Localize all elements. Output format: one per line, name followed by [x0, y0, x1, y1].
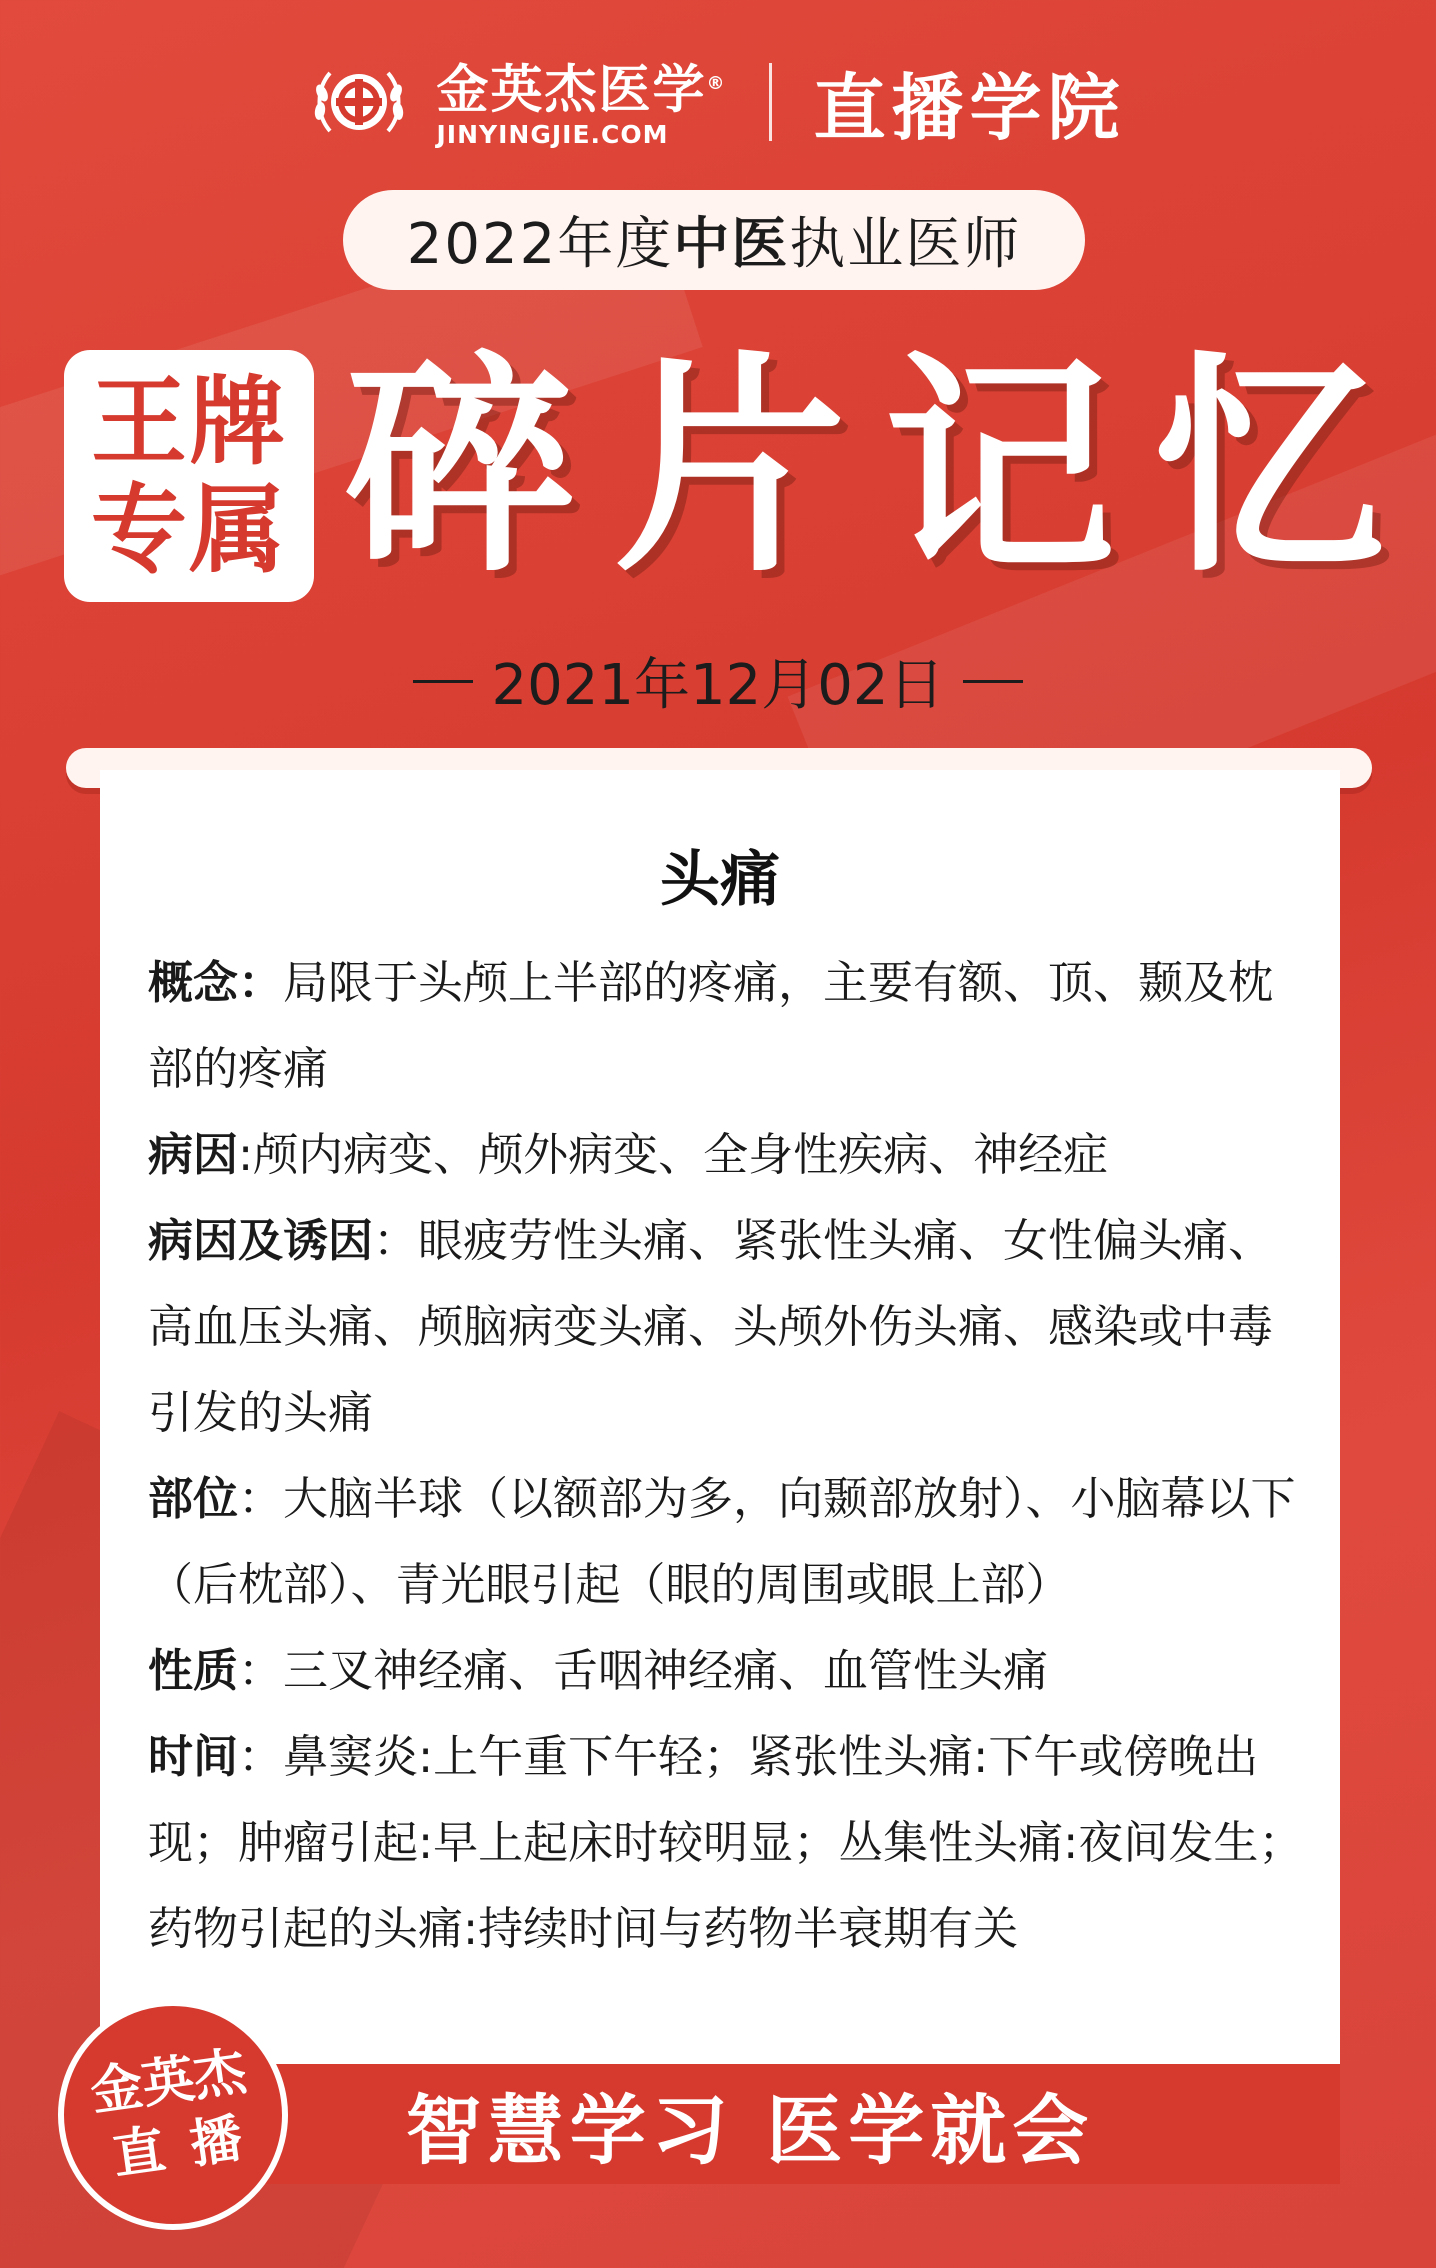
- title-char: 记: [883, 333, 1116, 603]
- list-item: [148, 1714, 1308, 1972]
- item-text: ：鼻窦炎:上午重下午轻；紧张性头痛:下午或傍晚出现；肿瘤引起:早上起床时较明显；丛集性头痛:夜间发生；药物引起的头痛:持续时间与药物半衰期有关: [148, 1730, 1304, 1955]
- brand-domain: JINYINGJIE.COM: [436, 120, 669, 150]
- item-label: 概念：: [148, 956, 284, 1009]
- footer-slogan: 智慧学习 医学就会: [405, 2085, 1095, 2175]
- item-label: 部位: [148, 1472, 239, 1525]
- list-item: [148, 1112, 1308, 1198]
- title-char: 片: [614, 333, 847, 603]
- list-item: [148, 1456, 1308, 1628]
- item-text: ：三叉神经痛、舌咽神经痛、血管性头痛: [238, 1644, 1049, 1697]
- title-char: 忆: [1152, 333, 1385, 603]
- laurel-circle-logo-icon: [310, 53, 408, 151]
- year-highlight: 中医: [673, 212, 790, 277]
- card-body: [148, 940, 1308, 1972]
- list-item: [148, 1628, 1308, 1714]
- brand-logo-text: [436, 54, 726, 150]
- title-char: 碎: [345, 333, 578, 603]
- list-item: [148, 940, 1308, 1112]
- item-label: 时间: [148, 1730, 239, 1783]
- badge-line-2: 专属: [91, 474, 287, 586]
- date-text: 2021年12月02日: [491, 653, 945, 718]
- stamp-line-1: 金英杰: [86, 2041, 250, 2123]
- item-text: :颅内病变、颅外病变、全身性疾病、神经症: [238, 1128, 1109, 1181]
- date-dash-right: [963, 680, 1023, 683]
- year-suffix: 执业医师: [789, 212, 1022, 277]
- item-text: 局限于头颅上半部的疼痛，主要有额、顶、颞及枕部的疼痛: [148, 956, 1274, 1095]
- date-line: [0, 646, 1436, 716]
- exam-year-pill: [343, 190, 1085, 290]
- header-divider: [769, 63, 772, 141]
- stamp-line-2: 直播: [109, 2105, 272, 2187]
- badge-line-1: 王牌: [91, 366, 287, 478]
- item-label: 性质: [148, 1644, 239, 1697]
- ace-exclusive-badge: [64, 350, 314, 602]
- header: [0, 52, 1436, 152]
- date-dash-left: [413, 680, 473, 683]
- item-text: ：眼疲劳性头痛、紧张性头痛、女性偏头痛、高血压头痛、颅脑病变头痛、头颅外伤头痛、感染或中毒引发的头痛: [148, 1214, 1274, 1439]
- item-text: ：大脑半球（以额部为多，向颞部放射）、小脑幕以下（后枕部）、青光眼引起（眼的周围或眼上部）: [148, 1472, 1296, 1611]
- content-card: [100, 770, 1340, 2090]
- card-title: 头痛: [660, 845, 780, 915]
- year-prefix: 2022年度: [406, 212, 674, 277]
- brand-name: 金英杰医学®: [436, 60, 727, 121]
- list-item: [148, 1198, 1308, 1456]
- item-label: 病因: [148, 1128, 239, 1181]
- academy-name: 直播学院: [813, 66, 1126, 150]
- item-label: 病因及诱因: [148, 1214, 374, 1267]
- page-title: [345, 333, 1385, 603]
